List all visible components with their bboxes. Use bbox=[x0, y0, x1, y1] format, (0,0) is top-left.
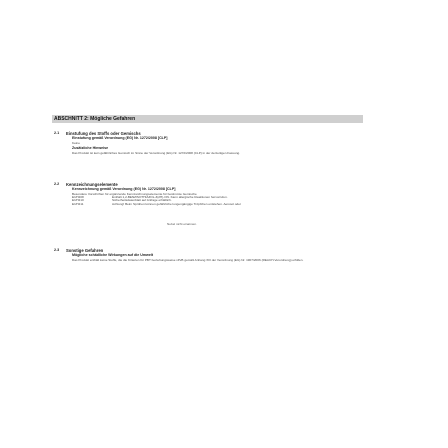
classification-value: Keine bbox=[72, 140, 80, 145]
classification-label: Einstufung gemäß Verordnung (EG) Nr. 1272/2008 [CLP] bbox=[72, 136, 168, 140]
hazard-text: Sicherheitsdatenblatt auf Anfrage erhältlich. bbox=[112, 198, 172, 203]
hazard-code: EUH210 bbox=[72, 198, 84, 203]
section-2-3 bbox=[52, 248, 364, 262]
section-2-1-title-row bbox=[52, 131, 364, 136]
hints-text: Das Produkt ist kein gefährliches Gemisch im Sinne der Verordnung (EG) Nr. 1272/2008 (CLP) in der derzeitigen Fassung. bbox=[72, 150, 241, 155]
section-title: Kennzeichnungselemente bbox=[66, 182, 118, 187]
environment-text: Das Produkt enthält keine Stoffe, die die Kriterien für PBT beziehungsweise vPvB gemäß Anhang XIII der Verordnung (EG) Nr. 1907/2006 (REACH-Verordnung) erfüllen. bbox=[72, 257, 304, 262]
section-number: 2.3 bbox=[54, 248, 60, 252]
section-2-1 bbox=[52, 131, 364, 155]
hints-label: Zusätzliche Hinweise bbox=[72, 146, 109, 151]
labelling-label: Kennzeichnung gemäß Verordnung (EG) Nr. 1272/2008 [CLP] bbox=[72, 187, 176, 191]
hazard-note: Nebel nicht einatmen. bbox=[167, 221, 197, 226]
hazard-statements-table bbox=[72, 196, 362, 207]
section-title: Einstufung des Stoffs oder Gemischs bbox=[66, 131, 141, 136]
section-number: 2.2 bbox=[54, 182, 60, 186]
hazard-code: EUH208 bbox=[72, 194, 84, 199]
section-2-2 bbox=[52, 182, 364, 226]
hazard-code: EUH211 bbox=[72, 202, 84, 207]
special-provisions-label: Besondere Vorschriften für ergänzende Kennzeichnungselemente für bestimmte Gemische bbox=[72, 191, 197, 196]
hazard-text: Enthält 1,2-BENZISOTHIAZOL-3(2H)-ON. Kann allergische Reaktionen hervorrufen. bbox=[112, 194, 228, 199]
environment-label: Mögliche schädliche Wirkungen auf die Umwelt bbox=[72, 253, 154, 257]
section-header: ABSCHNITT 2: Mögliche Gefahren bbox=[52, 115, 363, 123]
section-2-3-title-row bbox=[52, 248, 364, 253]
table-row bbox=[72, 203, 362, 207]
section-title: Sonstige Gefahren bbox=[66, 248, 104, 253]
section-2-2-title-row bbox=[52, 182, 364, 187]
hazard-text: Achtung! Beim Sprühen können gefährliche lungengängige Tröpfchen entstehen. Aerosol oder bbox=[112, 202, 241, 207]
section-number: 2.1 bbox=[54, 131, 60, 135]
